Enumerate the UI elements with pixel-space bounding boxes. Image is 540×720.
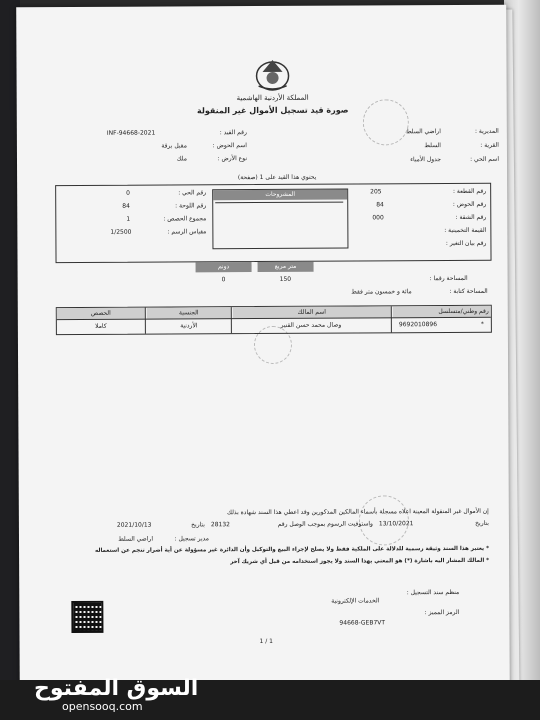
record-pages-note: يحتوي هذا القيد على 1 (صفحة) bbox=[237, 173, 317, 182]
record-no-label: رقم القيد : bbox=[219, 129, 247, 137]
opensooq-logo-english: opensooq.com bbox=[62, 700, 143, 713]
area-numeric-label: المساحة رقما : bbox=[429, 274, 468, 283]
document-sheet bbox=[16, 5, 510, 698]
village-label: القرية : bbox=[480, 141, 499, 149]
plot-no-label: رقم القطعة : bbox=[452, 187, 487, 196]
owner-row-national-id: 9692010896 bbox=[398, 321, 438, 329]
shares-total-value: 1 bbox=[126, 215, 131, 223]
record-no-value: INF-94668-2021 bbox=[106, 129, 156, 137]
area-written-value: مائة و خمسون متر فقط bbox=[351, 288, 412, 296]
basin-name-value: مقبل برقة bbox=[161, 142, 187, 150]
electronic-services: الخدمات الإلكترونية bbox=[331, 597, 380, 605]
estimated-value-label: القيمة التخمينية : bbox=[444, 226, 487, 235]
owners-header-shares: الحصص bbox=[57, 308, 145, 319]
sqm-value: 150 bbox=[279, 275, 292, 283]
coat-of-arms-icon bbox=[252, 52, 292, 92]
directorate-value: اراضي السلط bbox=[406, 128, 441, 136]
director-label: مدير تسجيل : bbox=[174, 535, 210, 543]
area-written-label: المساحة كتابة : bbox=[449, 287, 488, 296]
qr-code-icon bbox=[71, 601, 103, 633]
owners-header-owner: اسم المالك bbox=[233, 306, 391, 318]
opensooq-logo-arabic: السوق المفتوح bbox=[34, 676, 199, 701]
unique-code-value: 94668-GEB7VT bbox=[339, 619, 386, 627]
district-no-label: رقم الحي : bbox=[178, 189, 207, 197]
owner-row-nationality: الأردنية bbox=[180, 322, 198, 330]
owners-header-national-id: رقم وطني/متسلسل bbox=[393, 306, 491, 318]
note-official-document: * يعتبر هذا السند وثيقة رسمية للدلالة على الملكية فقط ولا يصلح لإجراء البيع والتوكيل وأن الدائرة غير مسؤولة عن أية أضرار تنجم عن استعماله bbox=[94, 545, 490, 554]
shares-total-label: مجموع الحصص : bbox=[163, 215, 207, 223]
neighborhood-label: اسم الحي : bbox=[470, 155, 500, 163]
note-starred-owner: * المالك المشار اليه باشارة (*) هو المعني بهذا السند ولا يجوز استخدامه من قبل أي شريك آخر bbox=[230, 557, 490, 566]
owners-col-divider bbox=[391, 306, 392, 332]
plot-no-value: 205 bbox=[370, 188, 382, 196]
owner-row-shares: كاملا bbox=[95, 322, 107, 330]
page-counter: 1 / 1 bbox=[259, 637, 274, 646]
village-value: السلط bbox=[424, 142, 441, 150]
owners-col-divider bbox=[231, 307, 232, 333]
fees-date-label: بتاريخ bbox=[191, 521, 205, 529]
owner-row-name: وصال محمد حسن القنير bbox=[280, 321, 342, 329]
fees-text: واستوفيت الرسوم بموجب الوصل رقم bbox=[277, 520, 373, 528]
land-type-value: ملك bbox=[176, 155, 188, 163]
board-no-value: 84 bbox=[122, 202, 130, 210]
organizer-label: منظم سند التسجيل : bbox=[406, 588, 460, 597]
unique-code-label: الرمز المميز : bbox=[424, 608, 460, 617]
kingdom-name: المملكة الأردنية الهاشمية bbox=[236, 93, 309, 103]
sqm-header: متر مربع bbox=[258, 262, 314, 272]
scale-label: مقياس الرسم : bbox=[167, 228, 207, 236]
fees-date-value: 2021/10/13 bbox=[116, 521, 152, 529]
scale-value: 1/2500 bbox=[110, 228, 132, 236]
projects-box bbox=[212, 189, 348, 250]
dunum-header: دونم bbox=[196, 262, 252, 272]
basin-no-label: رقم الحوض : bbox=[452, 200, 487, 209]
owner-row-marker: * bbox=[480, 320, 484, 328]
directorate-label: المديرية : bbox=[474, 127, 499, 135]
director-value: اراضي السلط bbox=[118, 535, 154, 543]
dunum-value: 0 bbox=[221, 276, 226, 284]
certification-date-label: بتاريخ bbox=[475, 519, 489, 527]
owners-table bbox=[56, 305, 492, 335]
change-statement-label: رقم بيان التغير : bbox=[445, 239, 487, 248]
owners-col-divider bbox=[145, 308, 146, 334]
faded-stamp-top bbox=[363, 99, 409, 145]
basin-name-label: اسم الحوض : bbox=[212, 142, 247, 150]
receipt-number: 28132 bbox=[210, 521, 231, 529]
neighborhood-value: جدول الأمباء bbox=[410, 156, 442, 164]
owners-header-nationality: الجنسية bbox=[147, 307, 231, 318]
parcel-info-box bbox=[55, 183, 491, 263]
district-no-value: 0 bbox=[126, 189, 131, 197]
projects-divider bbox=[215, 202, 343, 204]
land-type-label: نوع الأرض : bbox=[217, 155, 248, 163]
board-no-label: رقم اللوحة : bbox=[175, 202, 207, 210]
certification-date-value: 13/10/2021 bbox=[378, 520, 414, 528]
projects-header: المشروحات bbox=[213, 190, 347, 201]
apartment-no-value: 000 bbox=[372, 214, 384, 222]
basin-no-value: 84 bbox=[376, 201, 384, 209]
certification-line: إن الأموال غير المنقولة المعينة اعلاه مسجلة بأسماء المالكين المذكورين وقد اعطي هذا السند شهادة بذلك bbox=[227, 507, 489, 517]
apartment-no-label: رقم الشقة : bbox=[455, 213, 487, 221]
document-title: صورة قيد تسجيل الأموال غير المنقولة bbox=[196, 105, 349, 116]
